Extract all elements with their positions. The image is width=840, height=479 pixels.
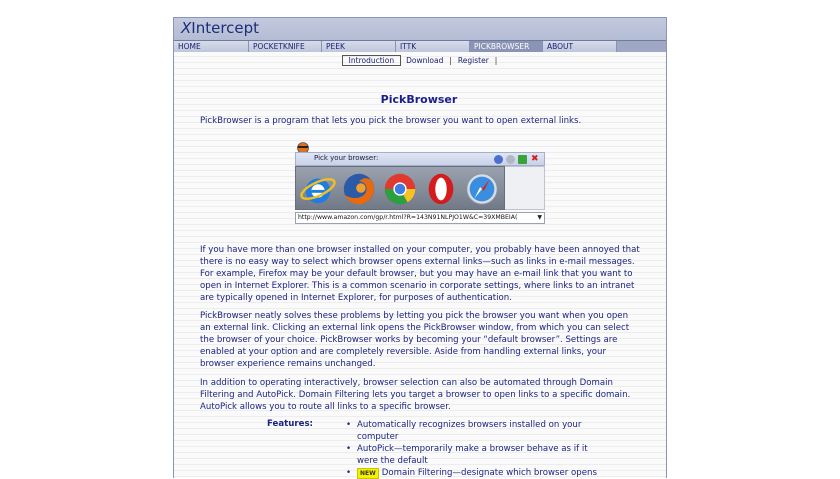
- nav-peek[interactable]: PEEK: [322, 41, 396, 53]
- nav-pickbrowser[interactable]: PICKBROWSER: [470, 41, 543, 53]
- subnav-introduction[interactable]: Introduction: [342, 55, 401, 66]
- safari-icon[interactable]: [463, 170, 501, 208]
- nav-ittk[interactable]: ITTK: [396, 41, 470, 53]
- feature-item-text: Domain Filtering—designate which browser opens: [381, 468, 597, 478]
- browser-strip: [295, 166, 505, 210]
- nav-pocketknife[interactable]: POCKETKNIFE: [249, 41, 322, 53]
- pickbrowser-window: [295, 152, 545, 226]
- logo-x: X: [181, 19, 192, 37]
- intro-text: PickBrowser is a program that lets you pick the browser you want to open external links.: [200, 116, 582, 126]
- url-value: http://www.amazon.com/gp/r.html?R=143N91NLPJO1W&C=39XMBEIA(: [298, 214, 518, 221]
- close-icon[interactable]: ✖: [531, 154, 539, 164]
- subnav-separator: |: [494, 56, 498, 65]
- chrome-icon[interactable]: [381, 170, 419, 208]
- nav-about[interactable]: ABOUT: [543, 41, 617, 53]
- settings-icon[interactable]: [506, 155, 515, 164]
- paragraph-2: PickBrowser neatly solves these problems by letting you pick the browser you want when you open an external link. Clicking an external link opens the PickBrowser window, from which you can select the browser of your choice. PickBrowser works by becoming your “default browser”. Settings are enabled at your option and are completely reversible. Aside from handling external links, your browser experience remains unchanged.: [200, 311, 630, 369]
- feature-item: • AutoPick—temporarily make a browser behave as if it were the default: [346, 443, 606, 467]
- new-badge: NEW: [357, 468, 379, 479]
- subnav-download[interactable]: Download: [406, 56, 444, 65]
- url-combobox[interactable]: [295, 212, 545, 224]
- picker-title: Pick your browser:: [314, 154, 379, 162]
- features-label: Features:: [267, 419, 313, 429]
- help-icon[interactable]: [494, 155, 503, 164]
- subnav-separator: |: [449, 56, 452, 65]
- internet-explorer-icon[interactable]: [299, 170, 337, 208]
- picker-right-panel: [505, 166, 545, 210]
- feature-item: [346, 467, 606, 479]
- subnav-register[interactable]: Register: [457, 56, 489, 65]
- opera-icon[interactable]: [422, 170, 460, 208]
- page-title: PickBrowser: [380, 93, 458, 106]
- firefox-icon[interactable]: [340, 170, 378, 208]
- features-list: [346, 419, 606, 479]
- logo-text: Intercept: [191, 19, 260, 37]
- feature-item: • Automatically recognizes browsers installed on your computer: [346, 419, 606, 443]
- paragraph-3: In addition to operating interactively, browser selection can also be automated through Domain Filtering and AutoPick. Domain Filtering lets you target a browser to open links to a specific domain. AutoPick allows you to route all links to a specific browser.: [200, 378, 631, 412]
- chevron-down-icon[interactable]: ▼: [537, 214, 542, 221]
- picker-titlebar: [295, 152, 545, 166]
- nav-home[interactable]: HOME: [174, 41, 249, 53]
- add-icon[interactable]: [518, 155, 527, 164]
- paragraph-1: If you have more than one browser installed on your computer, you probably have been annoyed that there is no easy way to select which browser opens external links—such as links in e-mail messages. For example, Firefox may be your default browser, but you may have an e-mail link that you want to open in Internet Explorer. This is a common scenario in corporate settings, where links to an intranet are typically opened in Internet Explorer, for purposes of authentication.: [200, 245, 640, 303]
